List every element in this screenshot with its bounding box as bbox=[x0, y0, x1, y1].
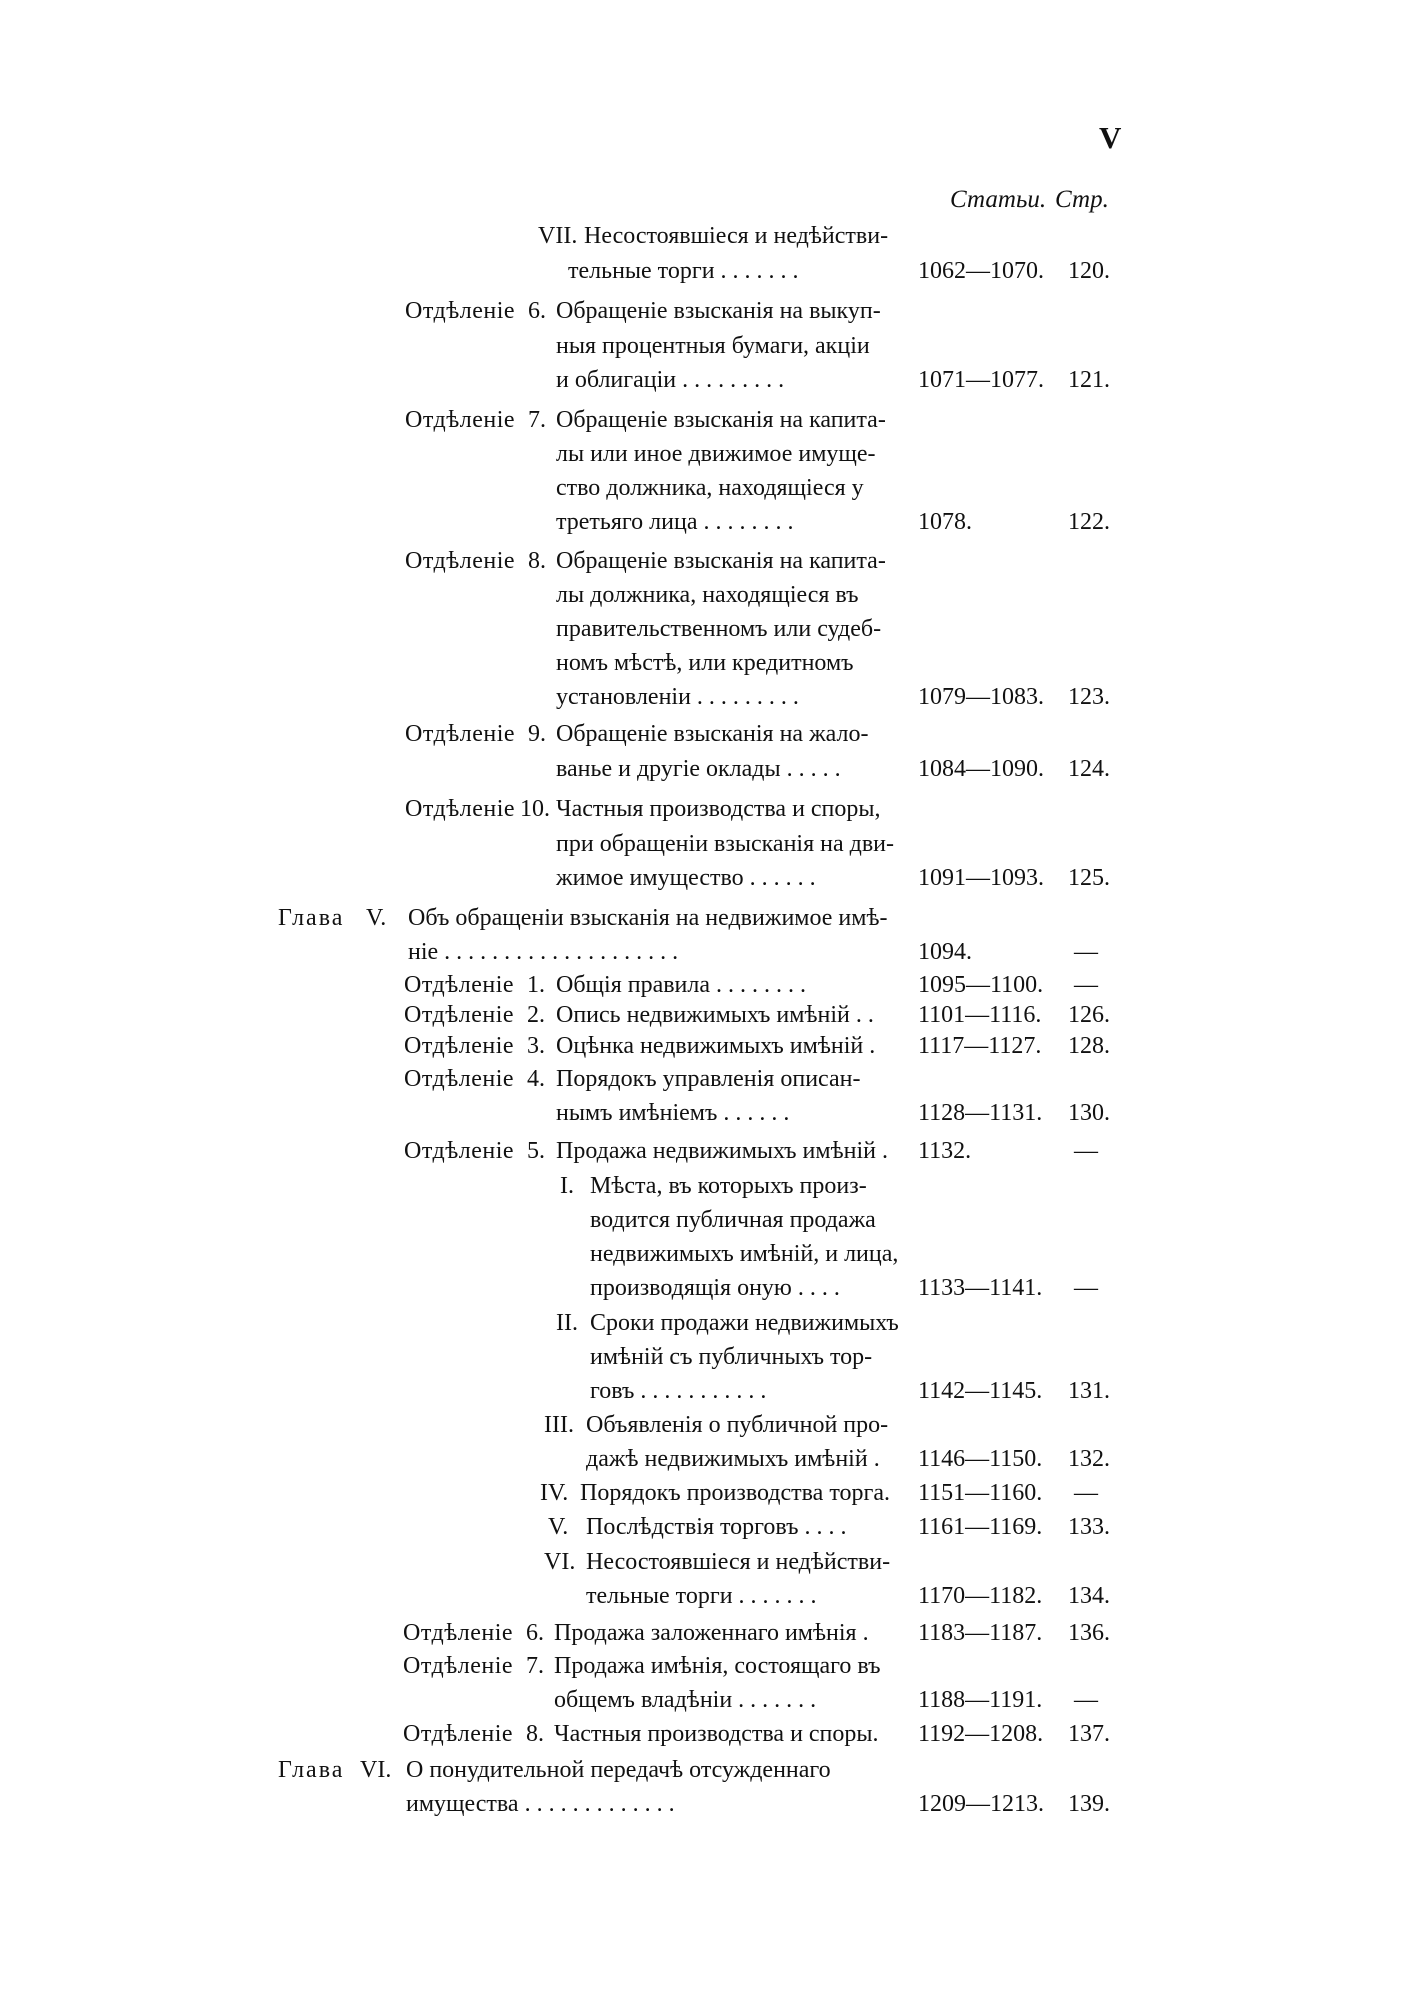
entry-title-line: установленіи . . . . . . . . . bbox=[556, 684, 799, 710]
entry-number: VII. bbox=[538, 223, 578, 249]
entry-title-line: недвижимыхъ имѣній, и лица, bbox=[590, 1241, 899, 1267]
articles-column-header: Статьи. bbox=[950, 186, 1047, 213]
entry-articles: 1071—1077. bbox=[918, 367, 1044, 393]
entry-title-line: Объявленія о публичной про- bbox=[586, 1412, 889, 1438]
entry-title-line: лы или иное движимое имуще- bbox=[556, 441, 876, 467]
entry-label: Отдѣленіе bbox=[404, 1138, 515, 1164]
entry-number: 6. bbox=[528, 298, 546, 324]
entry-title-line: ство должника, находящіеся у bbox=[556, 475, 864, 501]
entry-articles: 1146—1150. bbox=[918, 1446, 1043, 1472]
entry-number: 4. bbox=[527, 1066, 545, 1092]
entry-page: 132. bbox=[1068, 1446, 1110, 1472]
entry-page: 128. bbox=[1068, 1033, 1110, 1059]
entry-number: V. bbox=[366, 905, 387, 931]
entry-articles: 1142—1145. bbox=[918, 1378, 1043, 1404]
entry-number: I. bbox=[560, 1173, 574, 1199]
entry-title-line: правительственномъ или судеб- bbox=[556, 616, 882, 642]
entry-title-line: Мѣста, въ которыхъ произ- bbox=[590, 1173, 867, 1199]
entry-page: — bbox=[1074, 1480, 1098, 1506]
entry-page: — bbox=[1074, 972, 1098, 998]
entry-title-line: лы должника, находящіеся въ bbox=[556, 582, 859, 608]
entry-page: 136. bbox=[1068, 1620, 1110, 1646]
entry-articles: 1094. bbox=[918, 939, 972, 965]
entry-title-line: говъ . . . . . . . . . . . bbox=[590, 1378, 767, 1404]
entry-articles: 1170—1182. bbox=[918, 1583, 1043, 1609]
entry-articles: 1161—1169. bbox=[918, 1514, 1043, 1540]
entry-title-line: производящія оную . . . . bbox=[590, 1275, 840, 1301]
entry-number: VI. bbox=[360, 1757, 392, 1783]
entry-title-line: общемъ владѣніи . . . . . . . bbox=[554, 1687, 817, 1713]
entry-page: 131. bbox=[1068, 1378, 1110, 1404]
entry-title-line: имѣній съ публичныхъ тор- bbox=[590, 1344, 873, 1370]
entry-title-line: третьяго лица . . . . . . . . bbox=[556, 509, 794, 535]
entry-title-line: ныя процентныя бумаги, акціи bbox=[556, 333, 870, 359]
entry-articles: 1084—1090. bbox=[918, 756, 1044, 782]
entry-label: Отдѣленіе bbox=[404, 1066, 515, 1092]
entry-title-line: и облигаціи . . . . . . . . . bbox=[556, 367, 785, 393]
entry-page: 134. bbox=[1068, 1583, 1110, 1609]
entry-label: Глава bbox=[278, 905, 345, 931]
entry-articles: 1117—1127. bbox=[918, 1033, 1042, 1059]
entry-page: 125. bbox=[1068, 865, 1110, 891]
entry-page: — bbox=[1074, 939, 1098, 965]
entry-title-line: Продажа имѣнія, состоящаго въ bbox=[554, 1653, 881, 1679]
entry-label: Отдѣленіе bbox=[405, 796, 516, 822]
entry-title-line: Продажа заложеннаго имѣнія . bbox=[554, 1620, 869, 1646]
page-number: V bbox=[1099, 120, 1122, 155]
entry-page: 122. bbox=[1068, 509, 1110, 535]
entry-title-line: Обращеніе взысканія на капита- bbox=[556, 548, 886, 574]
entry-title-line: дажѣ недвижимыхъ имѣній . bbox=[586, 1446, 880, 1472]
entry-title-line: Опись недвижимыхъ имѣній . . bbox=[556, 1002, 874, 1028]
entry-title-line: Порядокъ производства торга. bbox=[580, 1480, 890, 1506]
entry-articles: 1188—1191. bbox=[918, 1687, 1043, 1713]
entry-label: Отдѣленіе bbox=[405, 721, 516, 747]
entry-title-line: О понудительной передачѣ отсужденнаго bbox=[406, 1757, 831, 1783]
entry-title-line: Обращеніе взысканія на жало- bbox=[556, 721, 869, 747]
entry-title-line: Продажа недвижимыхъ имѣній . bbox=[556, 1138, 888, 1164]
entry-articles: 1101—1116. bbox=[918, 1002, 1042, 1028]
entry-page: 120. bbox=[1068, 258, 1110, 284]
entry-number: 2. bbox=[527, 1002, 545, 1028]
entry-page: 123. bbox=[1068, 684, 1110, 710]
entry-label: Отдѣленіе bbox=[403, 1721, 514, 1747]
entry-title-line: номъ мѣстѣ, или кредитномъ bbox=[556, 650, 854, 676]
entry-title-line: Обращеніе взысканія на капита- bbox=[556, 407, 886, 433]
entry-label: Отдѣленіе bbox=[404, 1002, 515, 1028]
entry-page: 130. bbox=[1068, 1100, 1110, 1126]
entry-articles: 1133—1141. bbox=[918, 1275, 1043, 1301]
entry-articles: 1183—1187. bbox=[918, 1620, 1043, 1646]
entry-title-line: Оцѣнка недвижимыхъ имѣній . bbox=[556, 1033, 876, 1059]
entry-number: 1. bbox=[527, 972, 545, 998]
entry-title-line: Объ обращеніи взысканія на недвижимое имѣ- bbox=[408, 905, 888, 931]
entry-title-line: жимое имущество . . . . . . bbox=[556, 865, 816, 891]
entry-title-line: Сроки продажи недвижимыхъ bbox=[590, 1310, 899, 1336]
entry-number: 8. bbox=[528, 548, 546, 574]
entry-label: Отдѣленіе bbox=[405, 407, 516, 433]
entry-articles: 1062—1070. bbox=[918, 258, 1044, 284]
entry-number: V. bbox=[548, 1514, 569, 1540]
entry-number: 9. bbox=[528, 721, 546, 747]
entry-number: 3. bbox=[527, 1033, 545, 1059]
entry-page: 139. bbox=[1068, 1791, 1110, 1817]
entry-number: 8. bbox=[526, 1721, 544, 1747]
entry-page: 137. bbox=[1068, 1721, 1110, 1747]
entry-articles: 1192—1208. bbox=[918, 1721, 1044, 1747]
entry-number: III. bbox=[544, 1412, 574, 1438]
entry-articles: 1079—1083. bbox=[918, 684, 1044, 710]
entry-title-line: Несостоявшіеся и недѣйстви- bbox=[584, 223, 889, 249]
entry-title-line: водится публичная продажа bbox=[590, 1207, 876, 1233]
entry-title-line: Порядокъ управленія описан- bbox=[556, 1066, 861, 1092]
entry-articles: 1128—1131. bbox=[918, 1100, 1043, 1126]
entry-page: — bbox=[1074, 1138, 1098, 1164]
entry-number: 7. bbox=[526, 1653, 544, 1679]
entry-label: Отдѣленіе bbox=[405, 548, 516, 574]
entry-title-line: Частныя производства и споры. bbox=[554, 1721, 879, 1747]
entry-title-line: имущества . . . . . . . . . . . . . bbox=[406, 1791, 675, 1817]
entry-number: 6. bbox=[526, 1620, 544, 1646]
entry-label: Отдѣленіе bbox=[403, 1653, 514, 1679]
entry-number: 10. bbox=[520, 796, 550, 822]
entry-articles: 1078. bbox=[918, 509, 972, 535]
entry-title-line: тельные торги . . . . . . . bbox=[568, 258, 799, 284]
entry-articles: 1091—1093. bbox=[918, 865, 1044, 891]
entry-title-line: Несостоявшіеся и недѣйстви- bbox=[586, 1549, 891, 1575]
entry-title-line: Общія правила . . . . . . . . bbox=[556, 972, 807, 998]
pages-column-header: Стр. bbox=[1055, 186, 1109, 213]
entry-title-line: ванье и другіе оклады . . . . . bbox=[556, 756, 841, 782]
entry-page: 124. bbox=[1068, 756, 1110, 782]
entry-title-line: при обращеніи взысканія на дви- bbox=[556, 831, 895, 857]
entry-page: — bbox=[1074, 1687, 1098, 1713]
entry-label: Глава bbox=[278, 1757, 345, 1783]
entry-page: — bbox=[1074, 1275, 1098, 1301]
entry-number: IV. bbox=[540, 1480, 569, 1506]
entry-label: Отдѣленіе bbox=[403, 1620, 514, 1646]
entry-number: 7. bbox=[528, 407, 546, 433]
entry-page: 121. bbox=[1068, 367, 1110, 393]
entry-articles: 1095—1100. bbox=[918, 972, 1044, 998]
entry-title-line: ніе . . . . . . . . . . . . . . . . . . . . bbox=[408, 939, 679, 965]
entry-label: Отдѣленіе bbox=[404, 972, 515, 998]
entry-title-line: Послѣдствія торговъ . . . . bbox=[586, 1514, 847, 1540]
entry-page: 133. bbox=[1068, 1514, 1110, 1540]
entry-number: 5. bbox=[527, 1138, 545, 1164]
entry-title-line: нымъ имѣніемъ . . . . . . bbox=[556, 1100, 790, 1126]
entry-page: 126. bbox=[1068, 1002, 1110, 1028]
entry-number: II. bbox=[556, 1310, 578, 1336]
entry-title-line: тельные торги . . . . . . . bbox=[586, 1583, 817, 1609]
entry-articles: 1151—1160. bbox=[918, 1480, 1043, 1506]
entry-label: Отдѣленіе bbox=[405, 298, 516, 324]
entry-title-line: Частныя производства и споры, bbox=[556, 796, 881, 822]
entry-articles: 1132. bbox=[918, 1138, 972, 1164]
entry-label: Отдѣленіе bbox=[404, 1033, 515, 1059]
entry-title-line: Обращеніе взысканія на выкуп- bbox=[556, 298, 881, 324]
entry-number: VI. bbox=[544, 1549, 576, 1575]
entry-articles: 1209—1213. bbox=[918, 1791, 1044, 1817]
